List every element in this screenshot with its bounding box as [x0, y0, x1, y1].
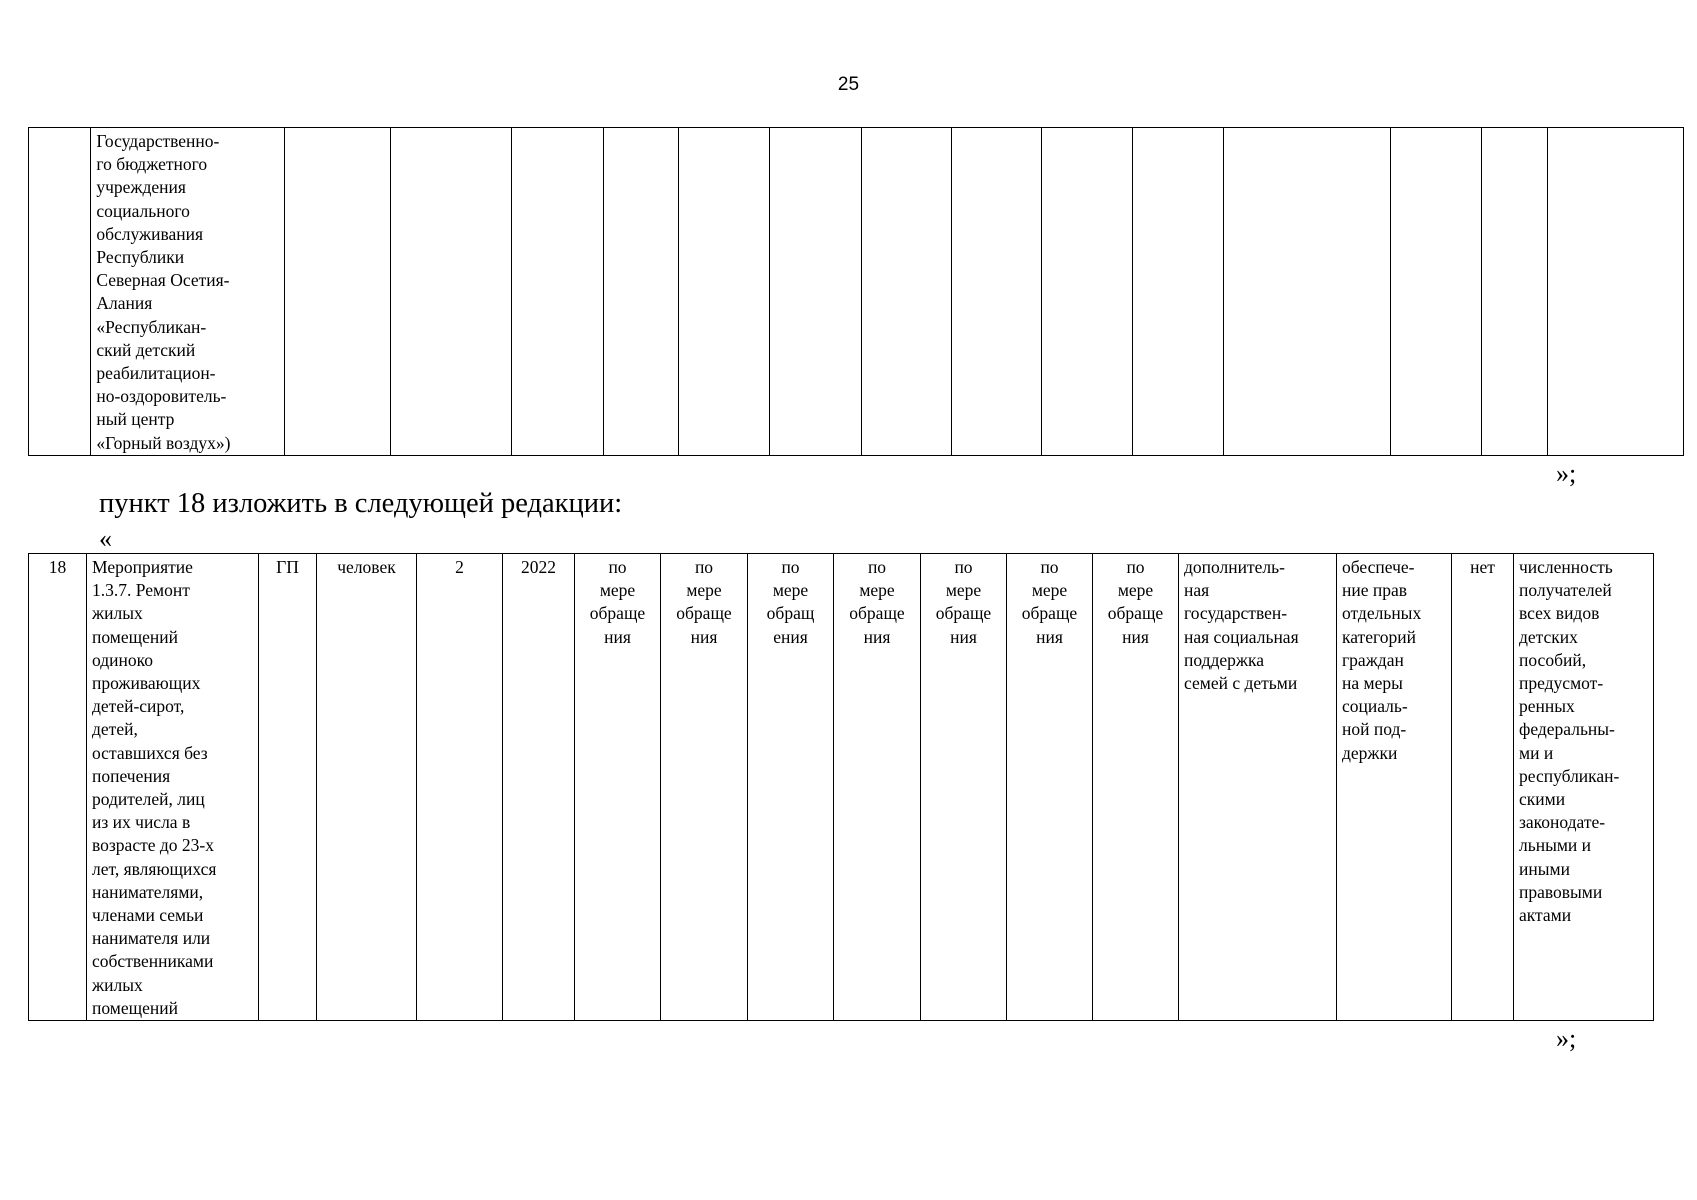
period-cell: по мере обраще ния	[834, 554, 921, 1021]
empty-cell	[391, 128, 511, 456]
period-cell: по мере обраще ния	[1093, 554, 1179, 1021]
value-cell: 2	[417, 554, 503, 1021]
empty-cell	[951, 128, 1042, 456]
period-cell: по мере обращ ения	[748, 554, 834, 1021]
empty-cell	[511, 128, 603, 456]
closing-quote-mark: »;	[1556, 459, 1577, 488]
support-type-cell: дополнитель- ная государствен- ная социальная поддержка семей с детьми	[1179, 554, 1337, 1021]
unit-cell: человек	[317, 554, 417, 1021]
closing-quote-mark: »;	[1556, 1024, 1577, 1053]
item-18-table	[28, 553, 1654, 1021]
empty-cell	[1391, 128, 1482, 456]
organization-name-cell: Государственно- го бюджетного учреждения социального обслуживания Республики Северная Осетия- Алания «Республикан- ский детский реабилитацион- но-оздоровитель- ный центр «Горный воздух»)	[91, 128, 284, 456]
period-cell: по мере обраще ния	[921, 554, 1007, 1021]
empty-cell	[284, 128, 391, 456]
empty-cell	[769, 128, 861, 456]
indicator-cell: численность получателей всех видов детских пособий, предусмот- ренных федеральны- ми и республикан- скими законодате- льными и иными правовыми актами	[1514, 554, 1654, 1021]
year-cell: 2022	[503, 554, 575, 1021]
program-cell: ГП	[259, 554, 317, 1021]
page-number: 25	[837, 74, 860, 95]
empty-cell	[1042, 128, 1133, 456]
empty-cell	[678, 128, 769, 456]
flag-cell: нет	[1452, 554, 1514, 1021]
empty-cell	[1482, 128, 1548, 456]
empty-cell	[29, 128, 91, 456]
table-row	[29, 128, 1684, 456]
empty-cell	[1547, 128, 1683, 456]
activity-cell: Мероприятие 1.3.7. Ремонт жилых помещений одиноко проживающих детей-сирот, детей, оставшихся без попечения родителей, лиц из их числа в возрасте до 23-х лет, являющихся нанимателями, членами семьи нанимателя или собственниками жилых помещений	[87, 554, 259, 1021]
period-cell: по мере обраще ния	[575, 554, 661, 1021]
opening-quote-mark: «	[99, 524, 112, 553]
period-cell: по мере обраще ния	[1007, 554, 1093, 1021]
empty-cell	[861, 128, 951, 456]
empty-cell	[603, 128, 678, 456]
instruction-text: пункт 18 изложить в следующей редакции:	[99, 488, 623, 519]
period-cell: по мере обраще ния	[661, 554, 748, 1021]
goal-cell: обеспече- ние прав отдельных категорий граждан на меры социаль- ной под- держки	[1337, 554, 1452, 1021]
empty-cell	[1133, 128, 1224, 456]
continuation-table	[28, 127, 1684, 456]
row-number-cell: 18	[29, 554, 87, 1021]
empty-cell	[1224, 128, 1391, 456]
table-row	[29, 554, 1654, 1021]
